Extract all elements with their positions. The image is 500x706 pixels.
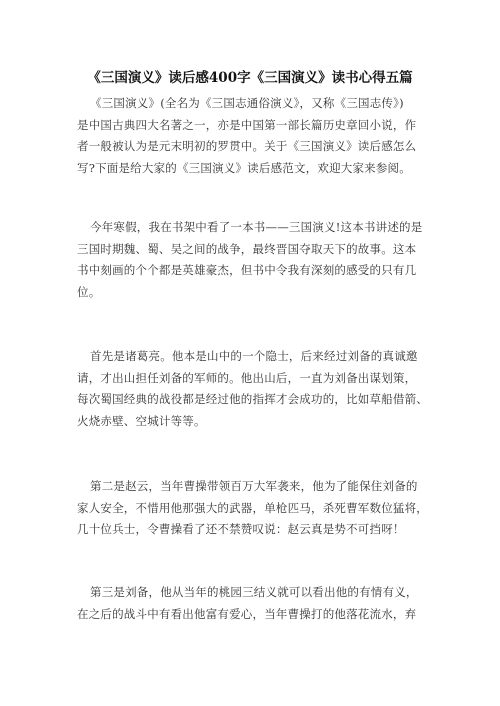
paragraph-line: 是中国古典四大名著之一，亦是中国第一部长篇历史章回小说，作 — [77, 117, 417, 132]
paragraph-line: 第三是刘备，他从当年的桃园三结义就可以看出他的有情有义， — [90, 585, 418, 599]
paragraph-line: 《三国演义》(全名为《三国志通俗演义》，又称《三国志传》) — [90, 96, 404, 110]
paragraph-line: 写?下面是给大家的《三国演义》读后感范文，欢迎大家来参阅。 — [77, 160, 411, 175]
paragraph-liu-bei — [77, 582, 427, 625]
paragraph-zhao-yun — [77, 476, 427, 541]
paragraph-line: 火烧赤壁、空城计等等。 — [77, 413, 206, 428]
paragraph-line: 者一般被认为是元末明初的罗贯中。关于《三国演义》读后感怎么 — [77, 139, 417, 153]
paragraph-line: 书中刻画的个个都是英雄豪杰，但书中令我有深刻的感受的只有几 — [77, 263, 417, 277]
paragraph-line: 每次蜀国经典的战役都是经过他的指挥才会成功的，比如草船借箭、 — [77, 392, 428, 406]
paragraph-line: 家人安全，不惜用他那强大的武器，单枪匹马，杀死曹军数位猛将， — [77, 500, 428, 515]
paragraph-line: 几十位兵士，令曹操看了还不禁赞叹说：赵云真是势不可挡呀！ — [77, 522, 405, 536]
paragraph-line: 请，才出山担任刘备的军师的。他出山后，一直为刘备出谋划策， — [77, 370, 417, 385]
paragraph-zhuge-liang — [77, 346, 427, 432]
document-title: 《三国演义》读后感400字《三国演义》读书心得五篇 — [87, 70, 413, 86]
paragraph-line: 位。 — [77, 284, 101, 299]
paragraph-line: 第二是赵云，当年曹操带领百万大军袭来，他为了能保住刘备的 — [90, 479, 418, 493]
paragraph-line: 在之后的战斗中有看出他富有爱心，当年曹操打的他落花流水，弃 — [77, 606, 417, 621]
paragraph-winter-break — [77, 217, 427, 303]
paragraph-line: 首先是诸葛亮。他本是山中的一个隐士，后来经过刘备的真诚邀 — [90, 349, 418, 363]
paragraph-line: 今年寒假，我在书架中看了一本书——三国演义!这本书讲述的是 — [90, 220, 423, 234]
paragraph-line: 三国时期魏、蜀、吴之间的战争，最终晋国夺取天下的故事。这本 — [77, 241, 417, 256]
paragraph-intro — [77, 93, 427, 179]
